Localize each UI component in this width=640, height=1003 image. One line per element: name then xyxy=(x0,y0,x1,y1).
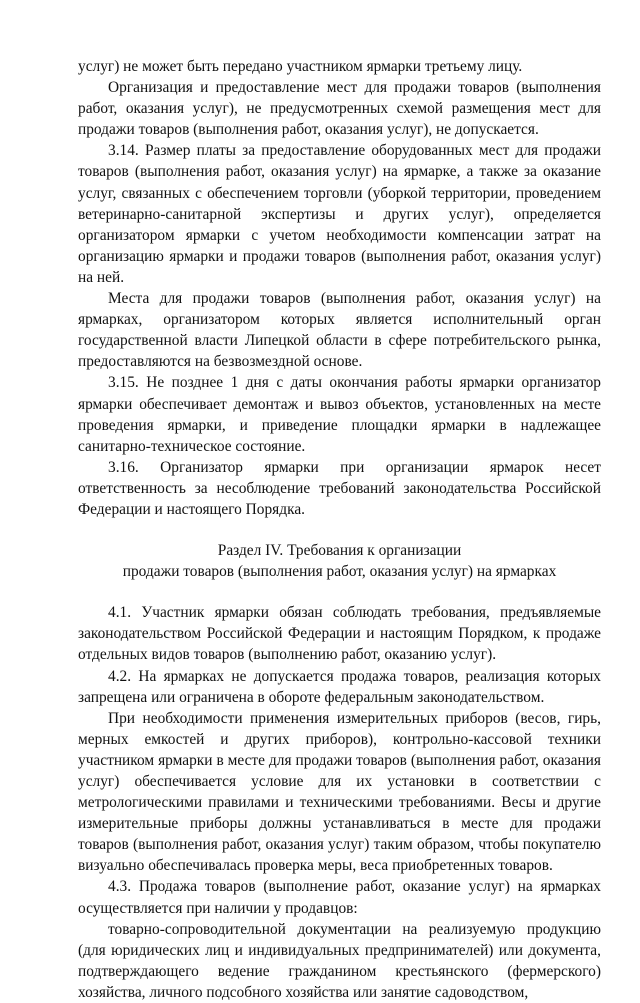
paragraph-placement-prohibition: Организация и предоставление мест для продажи товаров (выполнения работ, оказания услуг), не предусмотренных схемой размещения мест для продажи товаров (выполнения работ, оказания услуг), не допускается. xyxy=(78,79,601,139)
paragraph-documentation: товарно-сопроводительной документации на реализуемую продукцию (для юридических лиц и индивидуальных предпринимателей) или документа, подтверждающего ведение гражданином крестьянского (фермерского) хозяйства, личного подсобного хозяйства или занятие садоводством, xyxy=(78,920,601,1001)
paragraph-measuring-devices: При необходимости применения измерительных приборов (весов, гирь, мерных емкостей и других приборов), контрольно-кассовой техники участником ярмарки в месте для продажи товаров (выполнения работ, оказания услуг) обеспечивается условие для их установки в соответствии с метрологическими правилами и техническими требованиями. Весы и другие измерительные приборы должны устанавливаться в месте для продажи товаров (выполнения работ, оказания услуг) таким образом, чтобы покупателю визуально обеспечивалась проверка меры, веса приобретенных товаров. xyxy=(78,709,601,875)
section-title-line-2: продажи товаров (выполнения работ, оказания услуг) на ярмарках xyxy=(122,563,557,581)
paragraph-3-16: 3.16. Организатор ярмарки при организации ярмарок несет ответственность за несоблюдение требований законодательства Российской Федерации и настоящего Порядка. xyxy=(78,458,601,518)
document-page xyxy=(78,56,601,1003)
paragraph-4-3: 4.3. Продажа товаров (выполнение работ, оказание услуг) на ярмарках осуществляется при наличии у продавцов: xyxy=(78,878,601,917)
paragraph-3-15: 3.15. Не позднее 1 дня с даты окончания работы ярмарки организатор ярмарки обеспечивает демонтаж и вывоз объектов, установленных на месте проведения ярмарки, и приведение площадки ярмарки в надлежащее санитарно-техническое состояние. xyxy=(78,374,601,455)
paragraph-4-1: 4.1. Участник ярмарки обязан соблюдать требования, предъявляемые законодательством Российской Федерации и настоящим Порядком, к продаже отдельных видов товаров (выполнению работ, оказанию услуг). xyxy=(78,604,601,664)
section-title-line-1: Раздел IV. Требования к организации xyxy=(217,542,462,560)
paragraph-free-places: Места для продажи товаров (выполнения работ, оказания услуг) на ярмарках, организатором которых является исполнительный орган государственной власти Липецкой области в сфере потребительского рынка, предоставляются на безвозмездной основе. xyxy=(78,290,601,371)
paragraph-3-14: 3.14. Размер платы за предоставление оборудованных мест для продажи товаров (выполнения работ, оказания услуг) на ярмарке, а также за оказание услуг, связанных с обеспечением торговли (уборкой территории, проведением ветеринарно-санитарной экспертизы и других услуг), определяется организатором ярмарки с учетом необходимости компенсации затрат на организацию ярмарки и продажи товаров (выполнения работ, оказания услуг) на ней. xyxy=(78,142,601,286)
paragraph-4-2: 4.2. На ярмарках не допускается продажа товаров, реализация которых запрещена или ограничена в обороте федеральным законодательством. xyxy=(78,667,601,706)
paragraph-continuation: услуг) не может быть передано участником ярмарки третьему лицу. xyxy=(78,58,523,75)
